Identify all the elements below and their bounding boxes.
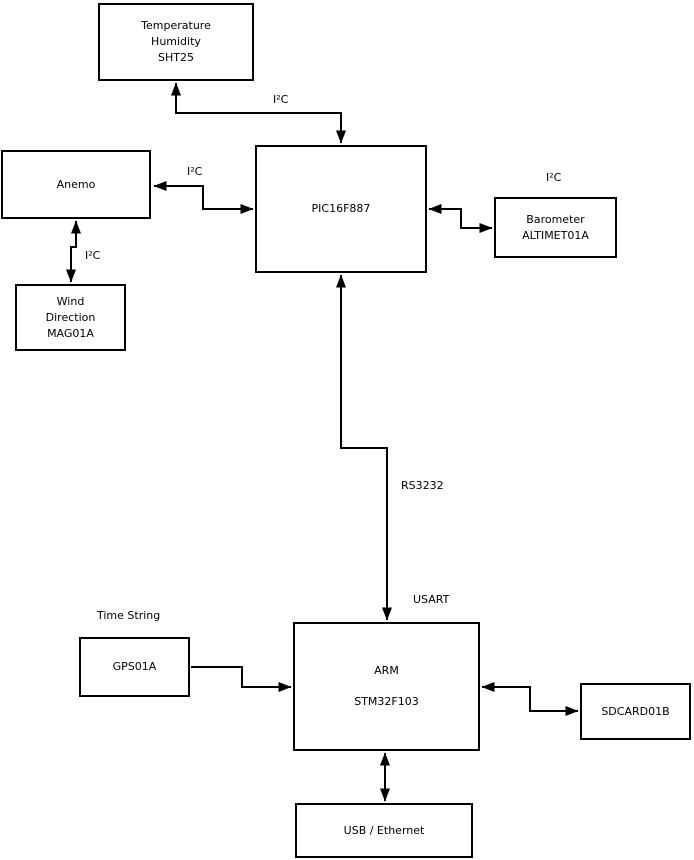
node-label-line: Direction (45, 310, 96, 324)
node-label-line: SDCARD01B (601, 704, 670, 718)
connector-anemo-wind (71, 221, 76, 282)
node-label-line: Humidity (151, 35, 201, 48)
node-label-line: STM32F103 (354, 695, 419, 708)
edge-label-i2c-anemo: I²C (187, 165, 203, 178)
node-label-line: Temperature (141, 19, 211, 32)
node-anemo (1, 150, 151, 219)
connector-pic-barometer (429, 209, 492, 228)
edge-label-i2c-sht25: I²C (273, 93, 289, 106)
node-label-line: ARM (374, 664, 399, 677)
edge-label-i2c-barometer: I²C (546, 171, 562, 184)
node-label-line: USB / Ethernet (343, 823, 425, 837)
node-label-line: Anemo (56, 177, 96, 191)
node-barometer-altimet01a (494, 197, 617, 258)
node-usb-ethernet (295, 803, 473, 858)
edge-label-i2c-wind: I²C (85, 249, 101, 262)
connector-sht25-pic (176, 83, 341, 143)
node-gps01a (79, 637, 190, 697)
node-label-line: ALTIMET01A (522, 228, 589, 242)
node-label-line: PIC16F887 (311, 202, 371, 215)
edge-label-time-string: Time String (97, 609, 161, 622)
node-label-line: MAG01A (47, 326, 94, 340)
node-label-line: Barometer (526, 212, 585, 226)
node-wind-direction-mag01a (15, 284, 126, 351)
node-label-line: SHT25 (158, 51, 194, 64)
node-temperature-humidity-sht25 (98, 3, 254, 81)
connector-anemo-pic (154, 186, 253, 209)
connector-gps-arm (191, 667, 291, 687)
edge-label-usart: USART (413, 593, 450, 606)
edge-label-rs3232: RS3232 (401, 479, 444, 492)
node-arm-stm32f103 (293, 622, 480, 751)
connector-pic-arm (341, 275, 387, 620)
node-pic16f887 (255, 145, 427, 273)
connector-arm-sdcard (482, 687, 578, 711)
node-sdcard01b (580, 683, 691, 740)
node-label-line: Wind (56, 294, 85, 308)
node-label-line: GPS01A (112, 660, 157, 673)
